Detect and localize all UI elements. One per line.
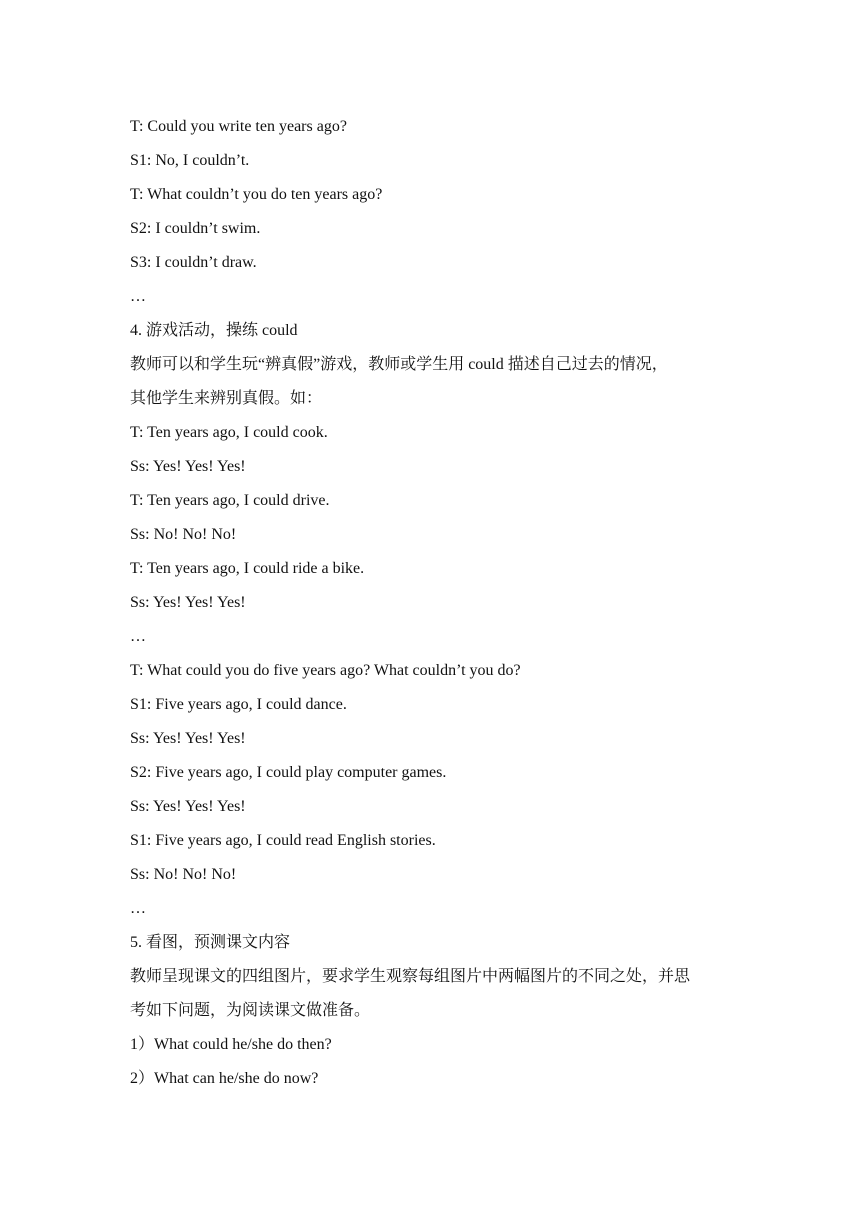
section-heading-5: 5. 看图，预测课文内容 [130, 934, 291, 951]
question-item: 1）What could he/she do then? [130, 1036, 332, 1053]
ellipsis-line: … [130, 900, 146, 917]
ellipsis-line: … [130, 288, 146, 305]
paragraph-line: 考如下问题，为阅读课文做准备。 [130, 1002, 371, 1019]
paragraph-line: 教师呈现课文的四组图片，要求学生观察每组图片中两幅图片的不同之处，并思 [130, 968, 691, 985]
paragraph-line: 教师可以和学生玩“辨真假”游戏，教师或学生用 could 描述自己过去的情况， [130, 356, 668, 373]
dialogue-line: Ss: No! No! No! [130, 866, 237, 883]
dialogue-line: S2: I couldn’t swim. [130, 220, 261, 237]
document-body [130, 110, 730, 1096]
paragraph-line: 其他学生来辨别真假。如： [130, 390, 323, 407]
dialogue-line: S1: No, I couldn’t. [130, 152, 250, 169]
dialogue-line: T: What could you do five years ago? What couldn’t you do? [130, 662, 521, 679]
dialogue-line: Ss: Yes! Yes! Yes! [130, 730, 246, 747]
dialogue-line: S1: Five years ago, I could read English stories. [130, 832, 436, 849]
dialogue-line: S3: I couldn’t draw. [130, 254, 257, 271]
dialogue-line: T: Ten years ago, I could ride a bike. [130, 560, 365, 577]
dialogue-line: T: Ten years ago, I could drive. [130, 492, 330, 509]
dialogue-line: T: What couldn’t you do ten years ago? [130, 186, 383, 203]
dialogue-line: S2: Five years ago, I could play computer games. [130, 764, 447, 781]
dialogue-line: T: Ten years ago, I could cook. [130, 424, 328, 441]
dialogue-line: Ss: Yes! Yes! Yes! [130, 458, 246, 475]
section-heading-4: 4. 游戏活动，操练 could [130, 322, 298, 339]
dialogue-line: Ss: No! No! No! [130, 526, 237, 543]
dialogue-line: T: Could you write ten years ago? [130, 118, 347, 135]
dialogue-line: Ss: Yes! Yes! Yes! [130, 798, 246, 815]
ellipsis-line: … [130, 628, 146, 645]
dialogue-line: S1: Five years ago, I could dance. [130, 696, 347, 713]
question-item: 2）What can he/she do now? [130, 1070, 319, 1087]
dialogue-line: Ss: Yes! Yes! Yes! [130, 594, 246, 611]
